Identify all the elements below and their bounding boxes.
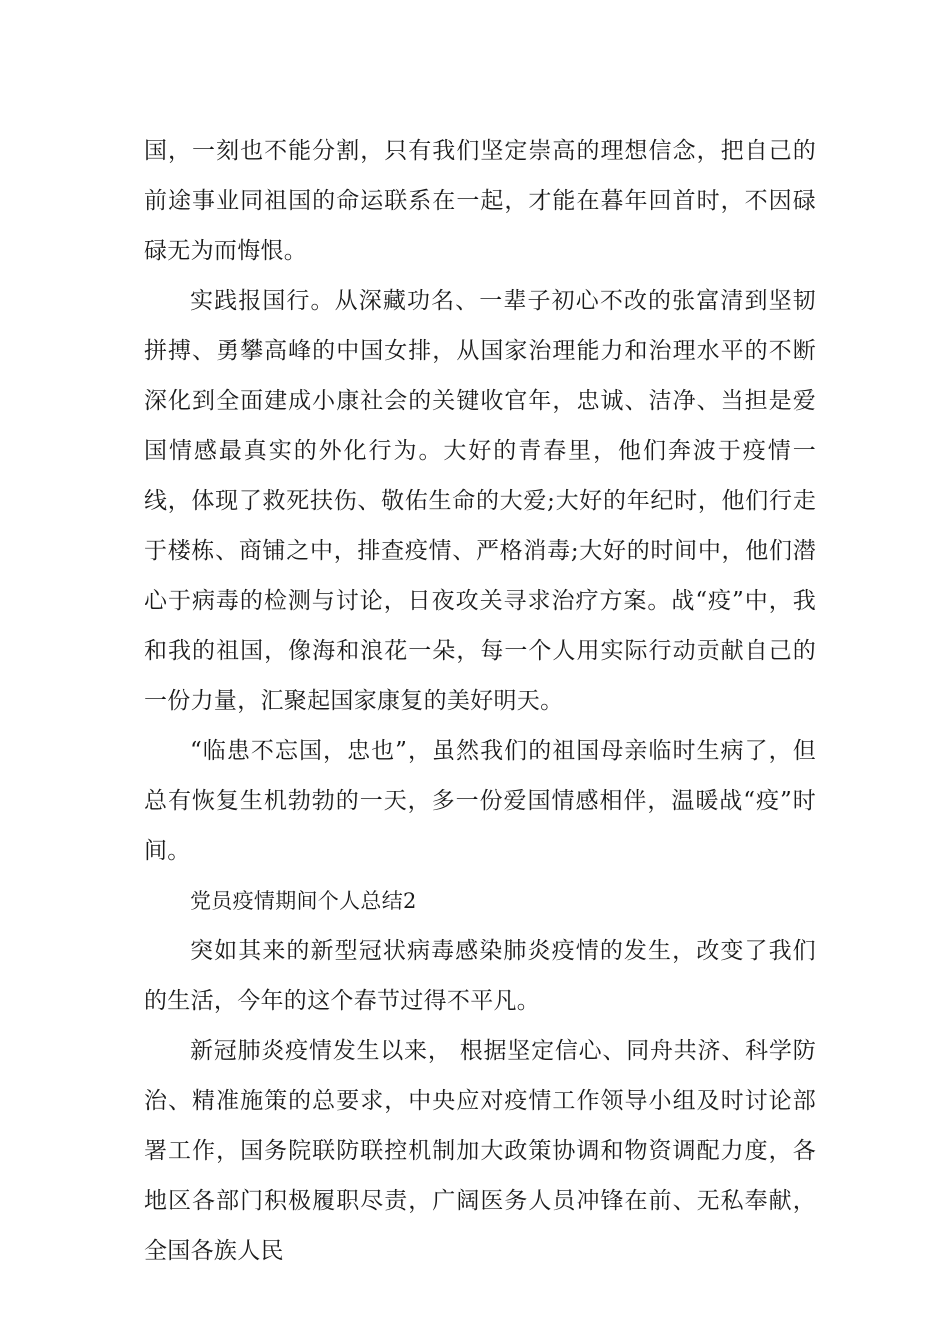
paragraph-1: 国，一刻也不能分割，只有我们坚定崇高的理想信念，把自己的前途事业同祖国的命运联系在一起，才能在暮年回首时，不因碌碌无为而悔恨。 [144,138,816,264]
document-body [144,126,816,1276]
paragraph-3: “临患不忘国，忠也”，虽然我们的祖国母亲临时生病了，但总有恢复生机勃勃的一天，多一份爱国情感相伴，温暖战“疫”时间。 [144,738,816,864]
paragraph-4: 突如其来的新型冠状病毒感染肺炎疫情的发生，改变了我们的生活，今年的这个春节过得不平凡。 [144,938,816,1014]
paragraph-2: 实践报国行。从深藏功名、一辈子初心不改的张富清到坚韧拼搏、勇攀高峰的中国女排，从国家治理能力和治理水平的不断深化到全面建成小康社会的关键收官年，忠诚、洁净、当担是爱国情感最真实的外化行为。大好的青春里，他们奔波于疫情一线，体现了救死扶伤、敬佑生命的大爱;大好的年纪时，他们行走于楼栋、商铺之中，排查疫情、严格消毒;大好的时间中，他们潜心于病毒的检测与讨论，日夜攻关寻求治疗方案。战“疫”中，我和我的祖国，像海和浪花一朵，每一个人用实际行动贡献自己的一份力量，汇聚起国家康复的美好明天。 [144,288,816,714]
paragraph-5: 新冠肺炎疫情发生以来， 根据坚定信心、同舟共济、科学防治、精准施策的总要求，中央应对疫情工作领导小组及时讨论部署工作，国务院联防联控机制加大政策协调和物资调配力度，各地区各部门积极履职尽责，广阔医务人员冲锋在前、无私奉献，全国各族人民 [144,1038,816,1264]
section-heading: 党员疫情期间个人总结2 [190,889,417,913]
